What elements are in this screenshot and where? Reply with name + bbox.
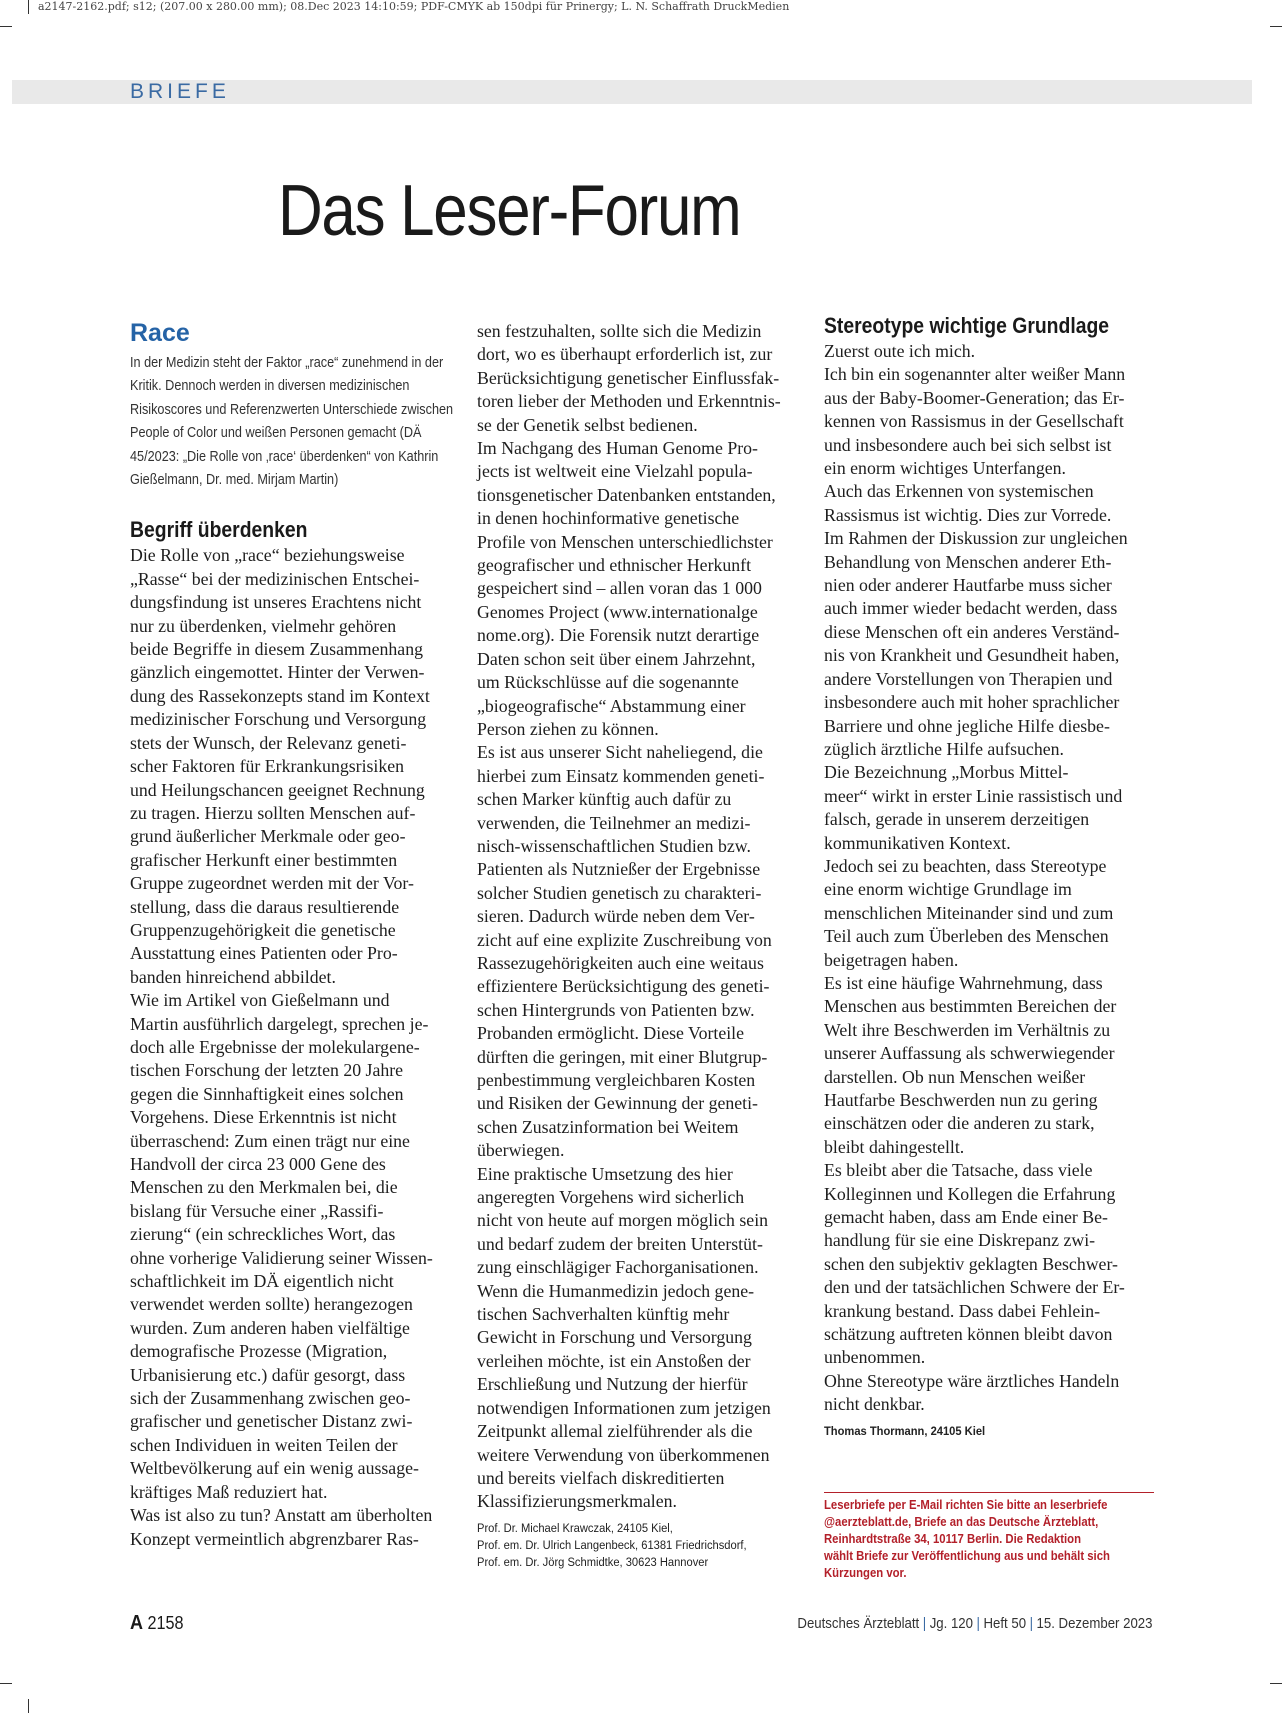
submission-notice xyxy=(824,1492,1154,1582)
column-1 xyxy=(130,318,460,1551)
column-3 xyxy=(824,313,1159,1440)
page-prefix: A xyxy=(130,1612,144,1634)
footer-separator: | xyxy=(922,1615,926,1632)
journal-issue: Heft 50 xyxy=(983,1615,1026,1632)
page-number xyxy=(130,1612,184,1635)
page-title: Das Leser-Forum xyxy=(278,171,741,251)
print-metadata: a2147-2162.pdf; s12; (207.00 x 280.00 mm); 08.Dec 2023 14:10:59; PDF-CMYK ab 150dpi für Prinergy; L. N. Schaffrath DruckMedien xyxy=(38,0,790,13)
letter-heading-begriff: Begriff überdenken xyxy=(130,517,308,543)
footer-separator: | xyxy=(976,1615,980,1632)
letter-author: Thomas Thormann, 24105 Kiel xyxy=(824,1423,986,1438)
footer-separator: | xyxy=(1029,1615,1033,1632)
crop-mark-left-top xyxy=(0,26,12,27)
letter-body-part-1: Die Rolle von „race“ beziehungsweise „Rasse“ bei der medizinischen Entschei- dungsfindung ist unseres Erachtens nicht nur zu überdenken, vielmehr gehören beide Begriffe in diesem Zusammenhang gänzlich eingemottet. Hinter der Verwen- dung des Rassekonzepts stand im Kontext medizinischer Forschung und Versorgung stets der Wunsch, der Relevanz geneti- scher Faktoren für Erkrankungsrisiken und Heilungschancen geeignet Rechnung zu tragen. Hierzu sollten Menschen auf- grund äußerlicher Merkmale oder geo- grafischer Herkunft einer bestimmten Gruppe zugeordnet werden mit der Vor- stellung, dass die daraus resultierende Gruppenzugehörigkeit die genetische Ausstattung eines Patienten oder Pro- banden hinreichend abbildet. Wie im Artikel von Gießelmann und Martin ausführlich dargelegt, sprechen je- doch alle Ergebnisse der molekulargene- tischen Forschung der letzten 20 Jahre gegen die Sinnhaftigkeit eines solchen Vorgehens. Diese Erkenntnis ist nicht überraschend: Zum einen trägt nur eine Handvoll der circa 23 000 Gene des Menschen zu den Merkmalen bei, die bislang für Versuche einer „Rassifi- zierung“ (ein schreckliches Wort, das ohne vorherige Validierung seiner Wissen- schaftlichkeit im DÄ eigentlich nicht verwendet werden sollte) herangezogen wurden. Zum anderen haben vielfältige demografische Prozesse (Migration, Urbanisierung etc.) dafür gesorgt, dass sich der Zusammenhang zwischen geo- grafischer und genetischer Distanz zwi- schen Individuen in weiten Teilen der Weltbevölkerung auf ein wenig aussage- kräftiges Maß reduziert hat. Was ist also zu tun? Anstatt am überholten Konzept vermeintlich abgrenzbarer Ras- xyxy=(130,545,433,1549)
crop-mark-bottom-left xyxy=(28,1699,29,1713)
journal-name: Deutsches Ärzteblatt xyxy=(796,1615,919,1632)
journal-volume: Jg. 120 xyxy=(929,1615,973,1632)
topic-lead: In der Medizin steht der Faktor „race“ zunehmend in der Kritik. Dennoch werden in diversen medizinischen Risikoscores und Referenzwerten Unterschiede zwischen People of Color und weißen Personen gemacht (DÄ 45/2023: „Die Rolle von ‚race‘ überdenken“ von Kathrin Gießelmann, Dr. med. Mirjam Martin) xyxy=(130,355,454,489)
letter-body-part-2: sen festzuhalten, sollte sich die Medizin dort, wo es überhaupt erforderlich ist, zur Berücksichtigung genetischer Einflussfak- toren lieber der Methoden und Erkenntnis- se der Genetik selbst bedienen. Im Nachgang des Human Genome Pro- jects ist weltweit eine Vielzahl popula- tionsgenetischer Datenbanken entstanden, in denen hochinformative genetische Profile von Menschen unterschiedlichster geografischer und ethnischer Herkunft gespeichert sind – allen voran das 1 000 Genomes Project (www.internationalge nome.org). Die Forensik nutzt derartige Daten schon seit über einem Jahrzehnt, um Rückschlüsse auf die sogenannte „biogeografische“ Abstammung einer Person ziehen zu können. Es ist aus unserer Sicht naheliegend, die hierbei zum Einsatz kommenden geneti- schen Marker künftig auch dafür zu verwenden, die Teilnehmer an medizi- nisch-wissenschaftlichen Studien bzw. Patienten als Nutznießer der Ergebnisse solcher Studien genetisch zu charakteri- sieren. Dadurch würde neben dem Ver- zicht auf eine explizite Zuschreibung von Rassezugehörigkeiten auch eine weitaus effizientere Berücksichtigung des geneti- schen Hintergrunds von Patienten bzw. Probanden ermöglicht. Diese Vorteile dürften die geringen, mit einer Blutgrup- penbestimmung vergleichbaren Kosten und Risiken der Gewinnung der geneti- schen Zusatzinformation bei Weitem überwiegen. Eine praktische Umsetzung des hier angeregten Vorgehens wird sicherlich nicht von heute auf morgen möglich sein und bedarf zudem der breiten Unterstüt- zung einschlägiger Fachorganisationen. Wenn die Humanmedizin jedoch gene- tischen Sachverhalten künftig mehr Gewicht in Forschung und Versorgung verleihen möchte, ist ein Anstoßen der Erschließung und Nutzung der hierfür notwendigen Informationen zum jetzigen Zeitpunkt allemal zielführender als die weitere Verwendung von überkommenen und bereits vielfach diskreditierten Klassifizierungsmerkmalen. xyxy=(477,321,781,1512)
topic-heading: Race xyxy=(130,319,190,347)
column-2 xyxy=(477,320,812,1571)
footer-info xyxy=(797,1615,1152,1632)
crop-mark-top-left xyxy=(28,0,29,14)
page-number-value: 2158 xyxy=(147,1613,184,1633)
letter-heading-stereotype: Stereotype wichtige Grundlage xyxy=(824,313,1110,338)
letter-body-stereotype: Zuerst oute ich mich. Ich bin ein sogenannter alter weißer Mann aus der Baby-Boomer-Generation; das Er- kennen von Rassismus in der Gesellschaft und insbesondere auch bei sich selbst ist ein enorm wichtiges Unterfangen. Auch das Erkennen von systemischen Rassismus ist wichtig. Dies zur Vorrede. Im Rahmen der Diskussion zur ungleichen Behandlung von Menschen anderer Eth- nien oder anderer Hautfarbe muss sicher auch immer wieder bedacht werden, dass diese Menschen oft ein anderes Verständ- nis von Krankheit und Gesundheit haben, andere Vorstellungen von Therapien und insbesondere auch mit hoher sprachlicher Barriere und ohne jegliche Hilfe diesbe- züglich ärztliche Hilfe aufsuchen. Die Bezeichnung „Morbus Mittel- meer“ wirkt in erster Linie rassistisch und falsch, gerade in unserem derzeitigen kommunikativen Kontext. Jedoch sei zu beachten, dass Stereotype eine enorm wichtige Grundlage im menschlichen Miteinander sind und zum Teil auch zum Überleben des Menschen beigetragen haben. Es ist eine häufige Wahrnehmung, dass Menschen aus bestimmten Bereichen der Welt ihre Beschwerden im Verhältnis zu unserer Auffassung als schwerwiegender darstellen. Ob nun Menschen weißer Hautfarbe Beschwerden nun zu gering einschätzen oder die anderen zu stark, bleibt dahingestellt. Es bleibt aber die Tatsache, dass viele Kolleginnen und Kollegen die Erfahrung gemacht haben, dass am Ende einer Be- handlung für sie eine Diskrepanz zwi- schen den subjektiv geklagten Beschwer- den und der tatsächlichen Schwere der Er- krankung bestand. Dass dabei Fehlein- schätzung auftreten können bleibt davon unbenommen. Ohne Stereotype wäre ärztliches Handeln nicht denkbar. xyxy=(824,341,1128,1415)
submission-notice-text: Leserbriefe per E-Mail richten Sie bitte an leserbriefe @aerzteblatt.de, Briefe an das Deutsche Ärzteblatt, Reinhardtstraße 34, 10117 Berlin. Die Redaktion wählt Briefe zur Veröffentlichung aus und behält sich Kürzungen vor. xyxy=(824,1498,1110,1580)
crop-mark-right-bottom xyxy=(1270,1683,1282,1684)
crop-mark-left-bottom xyxy=(0,1683,12,1684)
crop-mark-right-top xyxy=(1270,26,1282,27)
section-label: BRIEFE xyxy=(130,80,230,103)
letter-authors: Prof. Dr. Michael Krawczak, 24105 Kiel, Prof. em. Dr. Ulrich Langenbeck, 61381 Friedrichsdorf, Prof. em. Dr. Jörg Schmidtke, 30623 Hannover xyxy=(477,1520,747,1569)
journal-date: 15. Dezember 2023 xyxy=(1036,1615,1152,1632)
